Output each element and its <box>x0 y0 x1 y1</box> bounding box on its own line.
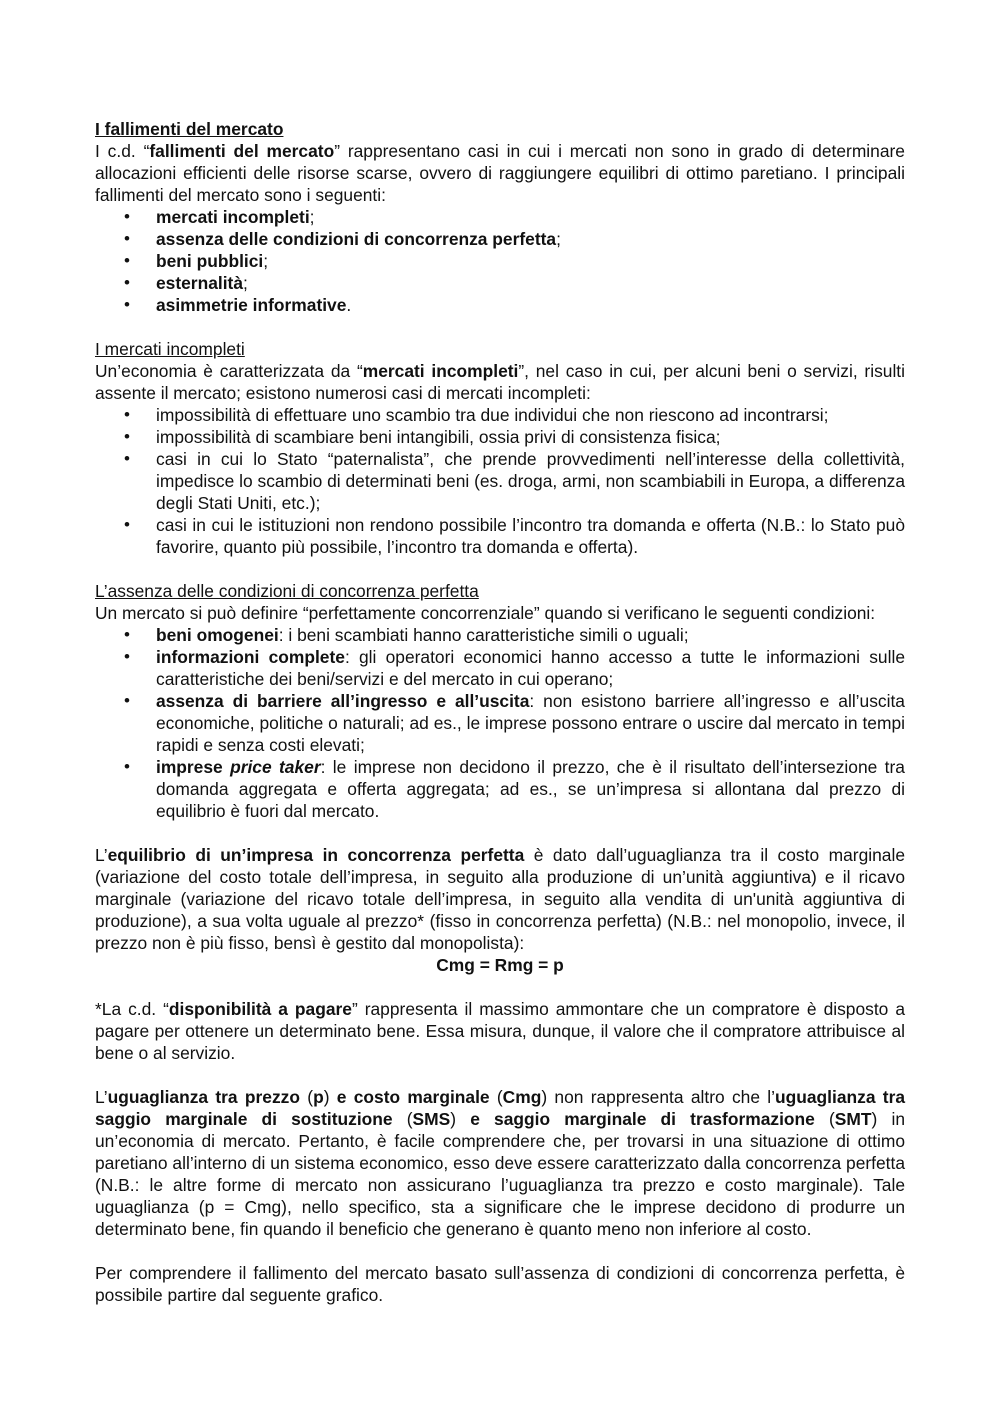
section-title-mercati-incompleti: I mercati incompleti <box>95 339 245 359</box>
list-condizioni <box>95 624 905 822</box>
section-title-concorrenza: L’assenza delle condizioni di concorrenza perfetta <box>95 581 479 601</box>
section-title-fallimenti: I fallimenti del mercato <box>95 119 284 139</box>
paragraph-mercati-incompleti: Un’economia è caratterizzata da “mercati incompleti”, nel caso in cui, per alcuni beni o servizi, risulti assente il mercato; esistono numerosi casi di mercati incompleti: <box>95 361 906 403</box>
document-page <box>95 118 905 1306</box>
list-item: • beni omogenei: i beni scambiati hanno caratteristiche simili o uguali; <box>95 624 905 646</box>
paragraph-equilibrio: L’equilibrio di un’impresa in concorrenza perfetta è dato dall’uguaglianza tra il costo marginale (variazione del costo totale dell’impresa, in seguito alla produzione di un’unità aggiuntiva) e il ricavo marginale (variazione del ricavo totale dell’impresa, in seguito alla vendita di un'unità aggiuntiva di produzione), a sua volta uguale al prezzo* (fisso in concorrenza perfetta) (N.B.: nel monopolio, invece, il prezzo non è più fisso, bensì è gestito dal monopolista): <box>95 845 905 953</box>
list-item: • asimmetrie informative. <box>95 294 905 316</box>
list-item: • casi in cui le istituzioni non rendono possibile l’incontro tra domanda e offerta (N.B.: lo Stato può favorire, quanto più possibile, l’incontro tra domanda e offerta). <box>95 514 905 558</box>
paragraph-disponibilita: *La c.d. “disponibilità a pagare” rappresenta il massimo ammontare che un compratore è disposto a pagare per ottenere un determinato bene. Essa misura, dunque, il valore che il compratore attribuisce al bene o al servizio. <box>95 999 905 1063</box>
paragraph-concorrenza: Un mercato si può definire “perfettamente concorrenziale” quando si verificano le seguenti condizioni: <box>95 603 876 623</box>
list-item: • esternalità; <box>95 272 905 294</box>
list-item: • assenza di barriere all’ingresso e all’uscita: non esistono barriere all’ingresso e all’uscita economiche, politiche o naturali; ad es., le imprese possono entrare o uscire dal mercato in tempi rapidi e senza costi elevati; <box>95 690 905 756</box>
list-item: • mercati incompleti; <box>95 206 905 228</box>
paragraph-uguaglianza: L’uguaglianza tra prezzo (p) e costo marginale (Cmg) non rappresenta altro che l’uguaglianza tra saggio marginale di sostituzione (SMS) e saggio marginale di trasformazione (SMT) in un’economia di mercato. Pertanto, è facile comprendere che, per trovarsi in una situazione di ottimo paretiano all’interno di un sistema economico, esso deve essere caratterizzato dalla concorrenza perfetta (N.B.: le altre forme di mercato non assicurano l’uguaglianza tra prezzo e costo marginale). Tale uguaglianza (p = Cmg), nello specifico, sta a significare che le imprese decidono di produrre un determinato bene, fin quando il beneficio che generano è quanto meno non inferiore al costo. <box>95 1087 906 1239</box>
list-item: • imprese price taker: le imprese non decidono il prezzo, che è il risultato dell’intersezione tra domanda aggregata e offerta aggregata; ad es., se un’impresa si allontana dal prezzo di equilibrio è fuori dal mercato. <box>95 756 905 822</box>
list-item: • impossibilità di scambiare beni intangibili, ossia privi di consistenza fisica; <box>95 426 905 448</box>
list-item: • impossibilità di effettuare uno scambio tra due individui che non riescono ad incontrarsi; <box>95 404 905 426</box>
list-mercati-incompleti <box>95 404 905 558</box>
list-item: • beni pubblici; <box>95 250 905 272</box>
list-fallimenti <box>95 206 905 316</box>
list-item: • assenza delle condizioni di concorrenza perfetta; <box>95 228 905 250</box>
list-item: • casi in cui lo Stato “paternalista”, che prende provvedimenti nell’interesse della collettività, impedisce lo scambio di determinati beni (es. droga, armi, non scambiabili in Europa, a differenza degli Stati Uniti, etc.); <box>95 448 905 514</box>
paragraph-fallimenti-intro: I c.d. “fallimenti del mercato” rappresentano casi in cui i mercati non sono in grado di determinare allocazioni efficienti delle risorse scarse, ovvero di raggiungere equilibri di ottimo paretiano. I principali fallimenti del mercato sono i seguenti: <box>95 141 905 205</box>
list-item: • informazioni complete: gli operatori economici hanno accesso a tutte le informazioni sulle caratteristiche dei beni/servizi e del mercato in cui operano; <box>95 646 905 690</box>
paragraph-grafico: Per comprendere il fallimento del mercato basato sull’assenza di condizioni di concorrenza perfetta, è possibile partire dal seguente grafico. <box>95 1263 905 1305</box>
formula: Cmg = Rmg = p <box>436 955 564 975</box>
